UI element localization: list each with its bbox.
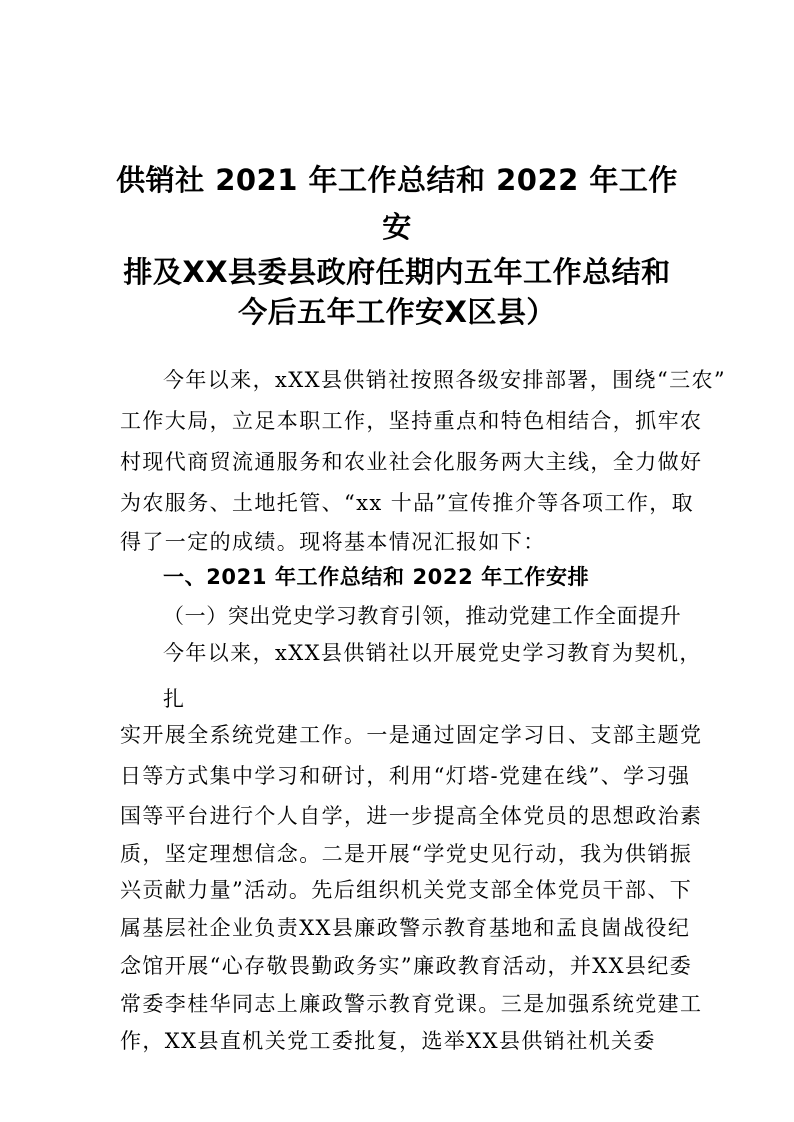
intro-line-2: 工作大局，立足本职工作，坚持重点和特色相结合，抓牢农 bbox=[120, 409, 703, 433]
para2-line-5: 国等平台进行个人自学，进一步提高全体党员的思想政治素 bbox=[120, 804, 703, 828]
para2-line-7: 兴贡献力量”活动。先后组织机关党支部全体党员干部、下 bbox=[120, 878, 693, 902]
title-line-1: 供销社 2021 年工作总结和 2022 年工作 bbox=[116, 163, 678, 197]
para2-line-1: 今年以来，xXX县供销社以开展党史学习教育为契机， bbox=[163, 641, 702, 665]
para2-line-9: 念馆开展“心存敬畏勤政务实”廉政教育活动，并XX县纪委 bbox=[120, 954, 693, 978]
subsection-heading: （一）突出党史学习教育引领，推动党建工作全面提升 bbox=[163, 604, 682, 628]
intro-line-4: 为农服务、土地托管、“xx 十品”宣传推介等各项工作，取 bbox=[120, 491, 695, 515]
intro-line-1: 今年以来，xXX县供销社按照各级安排部署，围绕“三农” bbox=[163, 368, 727, 392]
intro-line-5: 得了一定的成绩。现将基本情况汇报如下： bbox=[120, 530, 546, 554]
para2-line-6: 质，坚定理想信念。二是开展“学党史见行动，我为供销振 bbox=[120, 842, 693, 866]
title-line-4: 今后五年工作安X区县） bbox=[238, 295, 556, 329]
para2-line-8: 属基层社企业负责XX县廉政警示教育基地和孟良崮战役纪 bbox=[120, 916, 691, 940]
para2-line-3: 实开展全系统党建工作。一是通过固定学习日、支部主题党 bbox=[120, 723, 703, 747]
intro-line-3: 村现代商贸流通服务和农业社会化服务两大主线，全力做好 bbox=[120, 450, 703, 474]
title-line-2: 安 bbox=[382, 210, 412, 244]
para2-line-11: 作，XX县直机关党工委批复，选举XX县供销社机关委 bbox=[120, 1029, 656, 1053]
title-line-3: 排及XX县委县政府任期内五年工作总结和 bbox=[123, 255, 671, 289]
para2-line-4: 日等方式集中学习和研讨，利用“灯塔-党建在线”、学习强 bbox=[120, 764, 691, 788]
section-heading: 一、2021 年工作总结和 2022 年工作安排 bbox=[163, 565, 590, 589]
para2-line-10: 常委李桂华同志上廉政警示教育党课。三是加强系统党建工 bbox=[120, 992, 703, 1016]
para2-line-2: 扎 bbox=[163, 687, 186, 711]
